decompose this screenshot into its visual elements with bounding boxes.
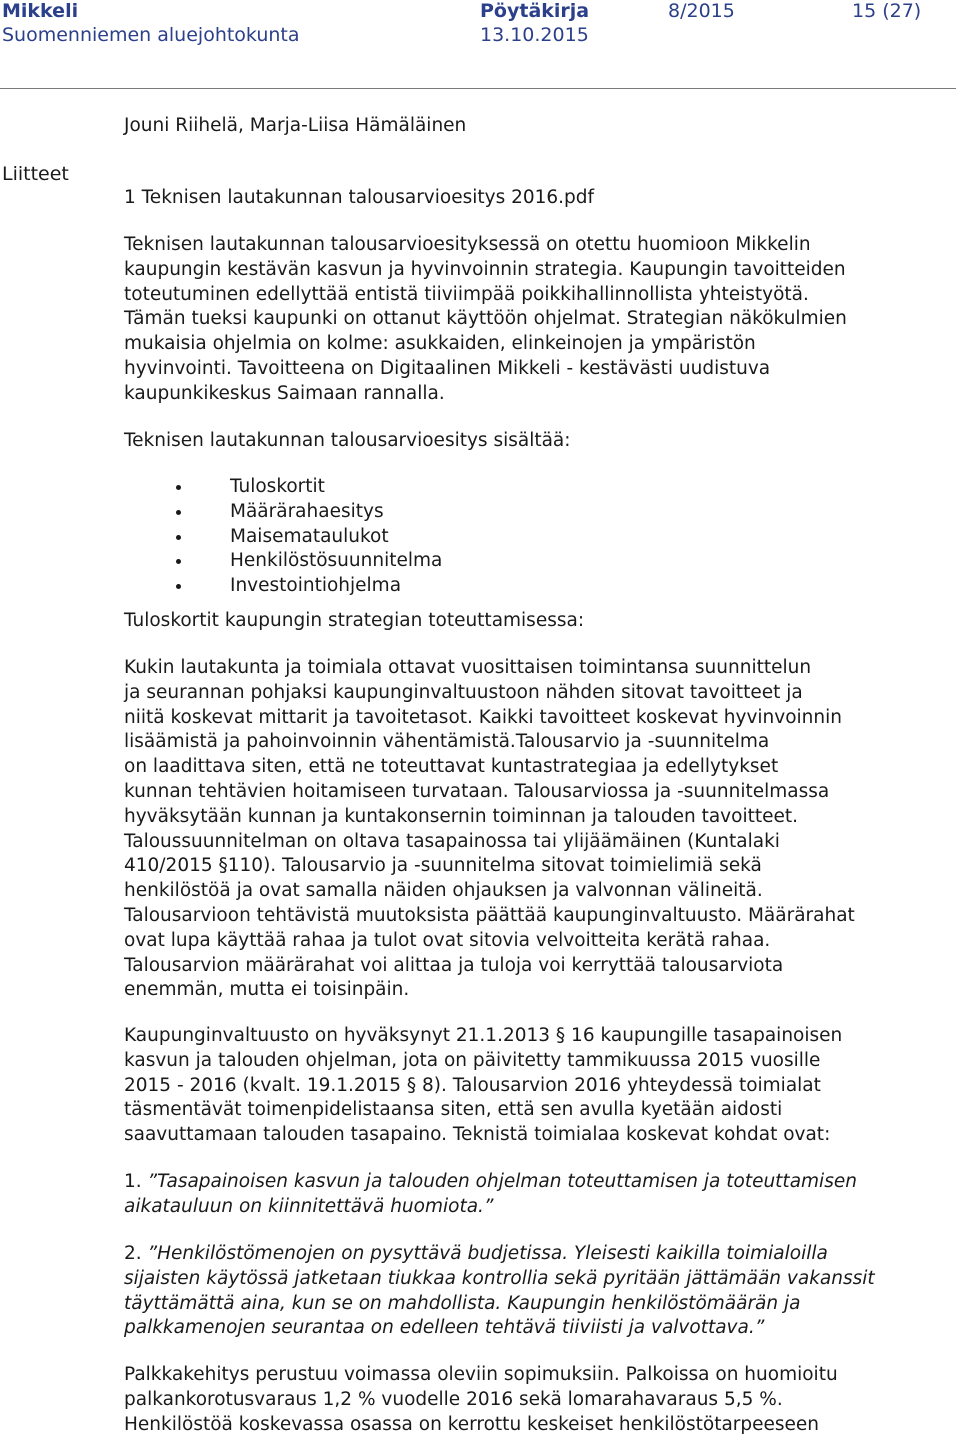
text-line: mukaisia ohjelmia on kolme: asukkaiden, elinkeinojen ja ympäristön — [124, 333, 756, 355]
text-line: on laadittava siten, että ne toteuttavat kuntastrategiaa ja edellytykset — [124, 756, 779, 778]
budget-paragraph — [124, 656, 952, 1003]
names-line: Jouni Riihelä, Marja-Liisa Hämäläinen — [124, 115, 467, 136]
bullet-icon — [176, 485, 181, 490]
list-item: Henkilöstösuunnitelma — [124, 549, 952, 574]
text-line: täsmentävät toimenpidelistaansa siten, että sen avulla kyetään aidosti — [124, 1099, 783, 1121]
text-line: hyvinvointi. Tavoitteena on Digitaalinen Mikkeli - kestävästi uudistuva — [124, 357, 771, 379]
contents-list — [124, 475, 952, 599]
header-page: 15 (27) — [852, 0, 922, 22]
council-paragraph — [124, 1024, 952, 1148]
text-line: Palkkakehitys perustuu voimassa oleviin sopimuksiin. Palkoissa on huomioitu — [124, 1364, 838, 1385]
header-doc-type: Pöytäkirja — [480, 0, 590, 22]
tuloskortit-heading-block — [124, 609, 952, 634]
bullet-icon — [176, 510, 181, 515]
text-line: saavuttamaan talouden tasapaino. Teknistä toimialaa koskevat kohdat ovat: — [124, 1124, 831, 1146]
attachment-item: 1 Teknisen lautakunnan talousarvioesitys 2016.pdf — [124, 187, 595, 208]
bullet-icon — [176, 559, 181, 564]
document-header — [0, 0, 960, 48]
header-body: Suomenniemen aluejohtokunta — [2, 24, 300, 46]
text-line: Talousarvion määrärahat voi alittaa ja tuloja voi kerryttää talousarviota — [124, 954, 784, 976]
tuloskortit-heading: Tuloskortit kaupungin strategian toteuttamisessa: — [124, 610, 585, 631]
bullet-icon — [176, 584, 181, 589]
header-divider — [0, 88, 956, 89]
text-line: Kukin lautakunta ja toimiala ottavat vuosittaisen toimintansa suunnittelun — [124, 657, 812, 678]
header-org: Mikkeli — [2, 0, 79, 22]
text-line: 410/2015 §110). Talousarvio ja -suunnitelma sitovat toimielimiä sekä — [124, 855, 762, 877]
text-line: ovat lupa käyttää rahaa ja tulot ovat sitovia velvoitteita kerätä rahaa. — [124, 929, 771, 951]
text-line: kunnan tehtävien hoitamiseen turvataan. Talousarviossa ja -suunnitelmassa — [124, 780, 830, 802]
text-line: kaupungin kestävän kasvun ja hyvinvoinnin strategia. Kaupungin tavoitteiden — [124, 258, 846, 280]
text-line: kasvun ja talouden ohjelman, jota on päivitetty tammikuussa 2015 vuosille — [124, 1049, 821, 1071]
text-line: Taloussuunnitelman on oltava tasapainossa tai ylijäämäinen (Kuntalaki — [124, 830, 780, 852]
intro-paragraph — [124, 233, 952, 407]
text-line — [124, 1242, 952, 1267]
point-text: ”Tasapainoisen kasvun ja talouden ohjelman toteuttamisen ja toteuttamisen — [147, 1171, 857, 1192]
contents-heading: Teknisen lautakunnan talousarvioesitys sisältää: — [124, 430, 571, 451]
text-line: lisäämistä ja pahoinvoinnin vähentämistä.Talousarvio ja -suunnitelma — [124, 731, 770, 753]
salary-paragraph — [124, 1363, 952, 1437]
text-line: Teknisen lautakunnan talousarvioesityksessä on otettu huomioon Mikkelin — [124, 234, 811, 255]
text-line: täyttämättä aina, kun se on mahdollista. Kaupungin henkilöstömäärän ja — [124, 1292, 801, 1314]
text-line: ja seurannan pohjaksi kaupunginvaltuustoon nähden sitovat tavoitteet ja — [124, 681, 803, 703]
contents-list-block — [124, 475, 952, 599]
point-2 — [124, 1242, 952, 1341]
text-line: sijaisten käytössä jatketaan tiukkaa kontrollia sekä pyritään jättämään vakanssit — [124, 1267, 875, 1289]
text-line: hyväksytään kunnan ja kuntakonsernin toiminnan ja talouden tavoitteet. — [124, 805, 798, 827]
text-line: 2015 - 2016 (kvalt. 19.1.2015 § 8). Talousarvion 2016 yhteydessä toimialat — [124, 1074, 821, 1096]
point-number: 2. — [124, 1243, 142, 1264]
text-line — [124, 1170, 952, 1195]
names-block — [124, 114, 952, 139]
point-text: ”Henkilöstömenojen on pysyttävä budjetissa. Yleisesti kaikilla toimialoilla — [147, 1243, 828, 1264]
text-line: palkkamenojen seurantaa on edelleen tehtävä tiiviisti ja valvottava.” — [124, 1317, 765, 1339]
text-line: Henkilöstöä koskevassa osassa on kerrottu keskeiset henkilöstötarpeeseen — [124, 1413, 820, 1435]
list-item: Tuloskortit — [124, 475, 952, 500]
header-date: 13.10.2015 — [480, 24, 589, 46]
point-1 — [124, 1170, 952, 1220]
text-line: toteutuminen edellyttää entistä tiiviimpää poikkihallinnollista yhteistyötä. — [124, 283, 809, 305]
text-line: palkankorotusvaraus 1,2 % vuodelle 2016 sekä lomarahavaraus 5,5 %. — [124, 1388, 783, 1410]
list-item: Määrärahaesitys — [124, 500, 952, 525]
contents-heading-block — [124, 429, 952, 454]
header-doc-number: 8/2015 — [668, 0, 735, 22]
text-line: Kaupunginvaltuusto on hyväksynyt 21.1.2013 § 16 kaupungille tasapainoisen — [124, 1025, 843, 1046]
text-line: niitä koskevat mittarit ja tavoitetasot. Kaikki tavoitteet koskevat hyvinvoinnin — [124, 706, 842, 728]
text-line: henkilöstöä ja ovat samalla näiden ohjauksen ja valvonnan välineitä. — [124, 880, 763, 902]
text-line: kaupunkikeskus Saimaan rannalla. — [124, 382, 445, 404]
list-item: Maisemataulukot — [124, 525, 952, 550]
point-number: 1. — [124, 1171, 142, 1192]
text-line: aikatauluun on kiinnitettävä huomiota.” — [124, 1195, 494, 1217]
attachments-list — [124, 186, 952, 211]
bullet-icon — [176, 535, 181, 540]
attachments-label: Liitteet — [2, 163, 69, 185]
text-line: Talousarvioon tehtävistä muutoksista päättää kaupunginvaltuusto. Määrärahat — [124, 904, 855, 926]
text-line: Tämän tueksi kaupunki on ottanut käyttöön ohjelmat. Strategian näkökulmien — [124, 308, 847, 330]
text-line: enemmän, mutta ei toisinpäin. — [124, 979, 410, 1001]
list-item: Investointiohjelma — [124, 574, 952, 599]
